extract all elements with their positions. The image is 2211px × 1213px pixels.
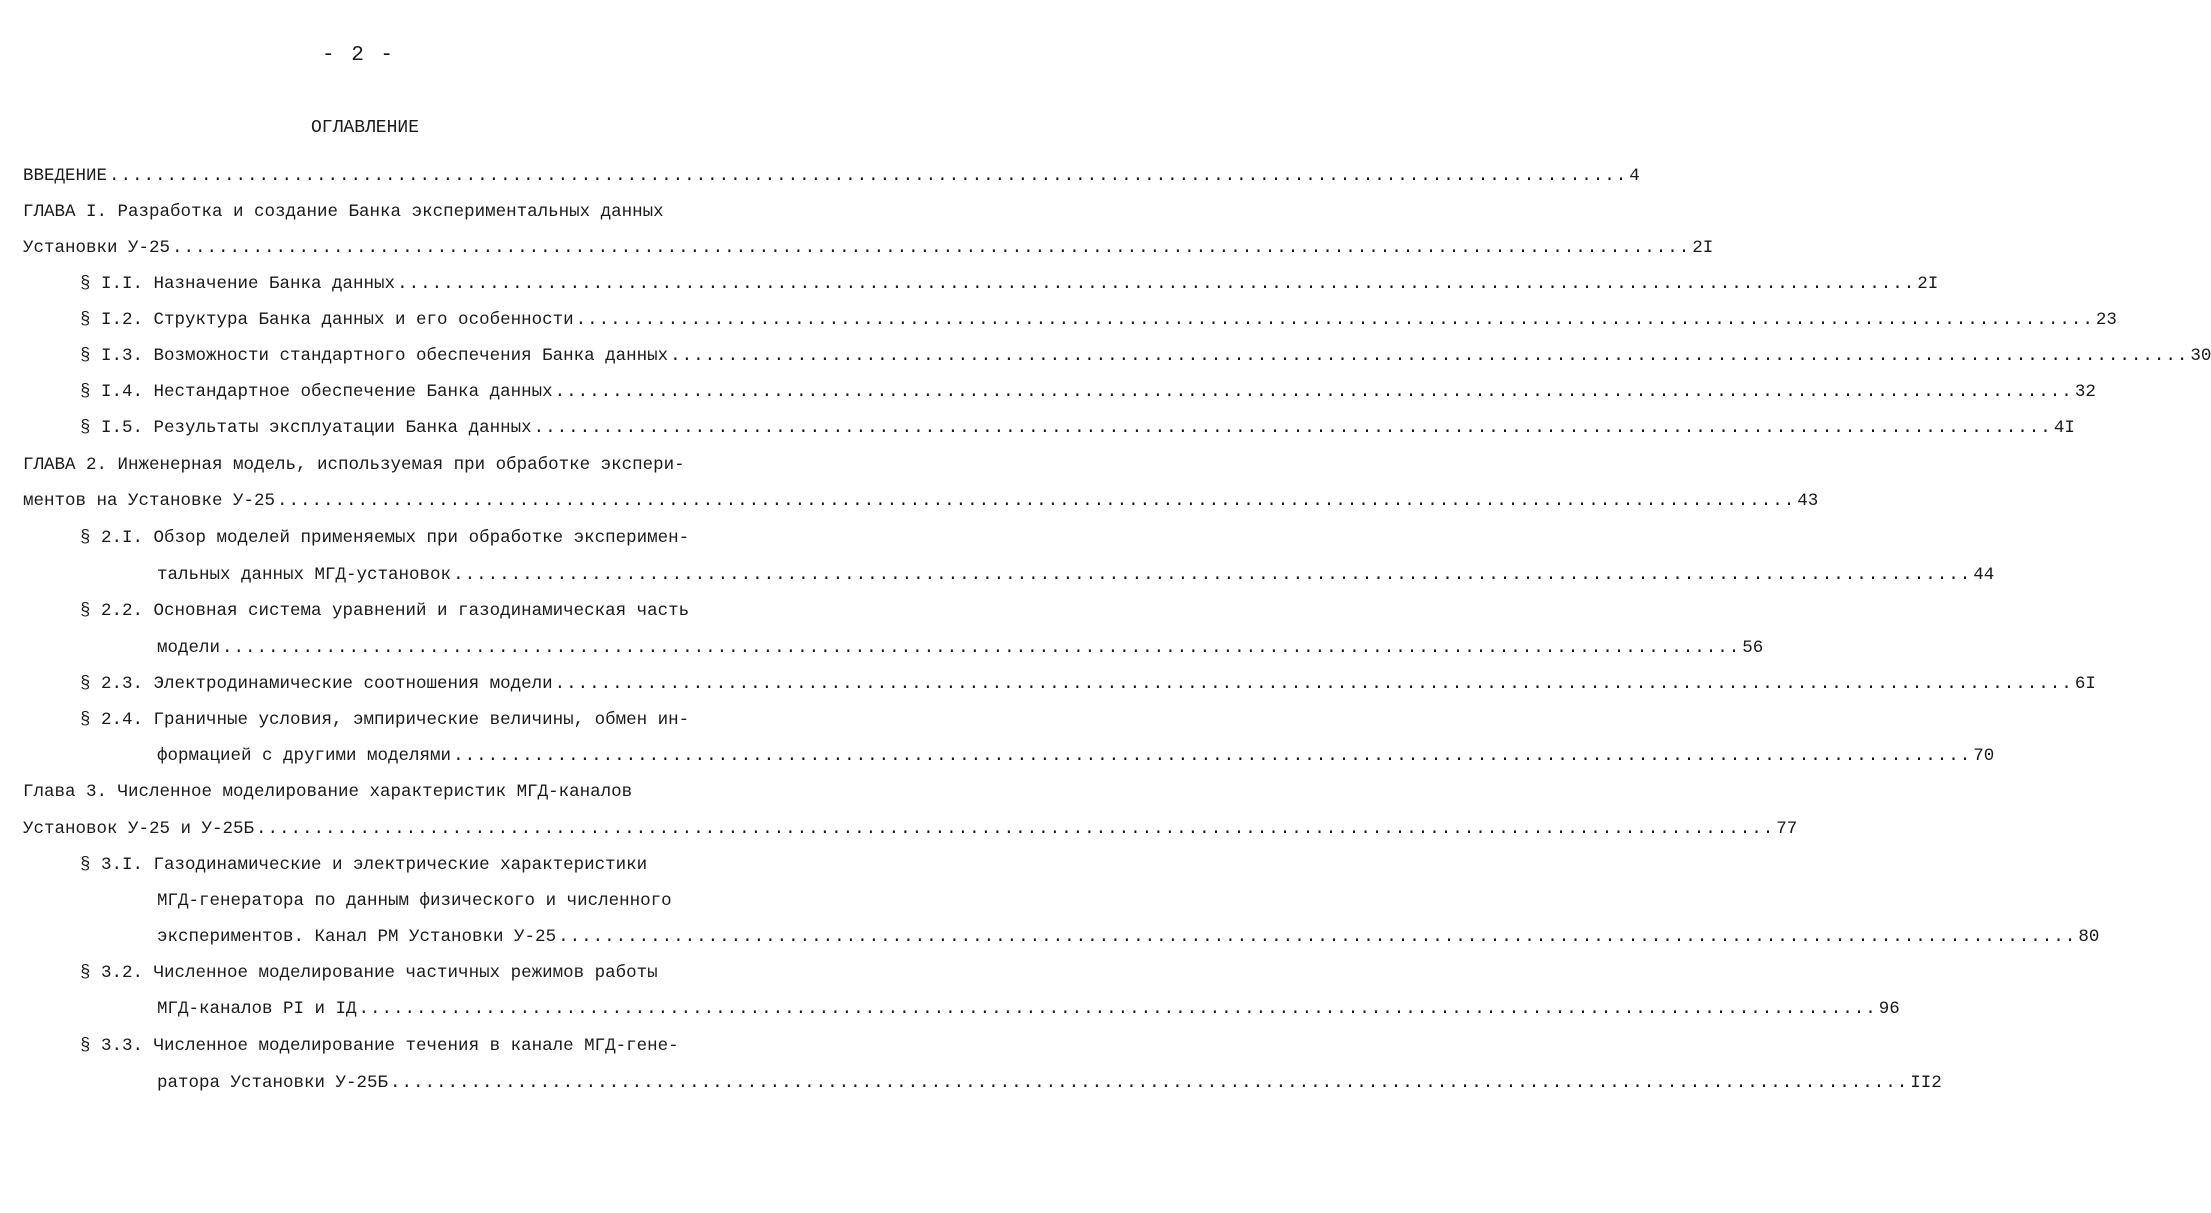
toc-page-number: 43 <box>1797 491 1819 511</box>
toc-section-2-3[interactable]: § 2.3. Электродинамические соотношения модели .................................................................................................................................... 6I <box>80 669 739 699</box>
toc-page-number: 30 <box>2190 346 2211 366</box>
toc-page-number: 4 <box>1629 166 1640 186</box>
toc-page-number: 56 <box>1742 638 1764 658</box>
leader-dots: .................................................................................................................................... <box>172 238 1691 258</box>
toc-page-number: 32 <box>2074 382 2096 402</box>
toc-page-number: 6I <box>2074 674 2096 694</box>
toc-section-3-2-cont[interactable]: МГД-каналов PI и IД .................................................................................................................................... 96 <box>157 994 739 1024</box>
toc-section-1-1[interactable]: § I.I. Назначение Банка данных .................................................................................................................................... 2I <box>80 269 739 299</box>
toc-page-number: 77 <box>1776 819 1798 839</box>
toc-section-2-1-cont[interactable]: тальных данных МГД-установок .................................................................................................................................... 44 <box>157 560 739 590</box>
leader-dots: .................................................................................................................................... <box>277 491 1796 511</box>
toc-section-2-4[interactable]: § 2.4. Граничные условия, эмпирические величины, обмен ин- <box>80 710 690 730</box>
leader-dots: .................................................................................................................................... <box>256 819 1775 839</box>
leader-dots: .................................................................................................................................... <box>109 166 1628 186</box>
leader-dots: .................................................................................................................................... <box>397 274 1916 294</box>
toc-section-1-3[interactable]: § I.3. Возможности стандартного обеспечения Банка данных .................................................................................................................................... 30 <box>80 341 739 371</box>
toc-section-3-1[interactable]: § 3.I. Газодинамические и электрические характеристики <box>80 855 648 875</box>
leader-dots: .................................................................................................................................... <box>390 1073 1909 1093</box>
toc-page-number: 2I <box>1917 274 1939 294</box>
toc-chapter-2-heading-cont[interactable]: ментов на Установке У-25 .................................................................................................................................... 43 <box>23 486 739 516</box>
toc-section-1-5[interactable]: § I.5. Результаты эксплуатации Банка данных .................................................................................................................................... 4I <box>80 413 739 443</box>
toc-page-number: 2I <box>1692 238 1714 258</box>
toc-section-3-1-cont2[interactable]: экспериментов. Канал РМ Установки У-25 .................................................................................................................................... 80 <box>157 922 739 952</box>
toc-chapter-1-heading[interactable]: ГЛАВА I. Разработка и создание Банка экспериментальных данных <box>23 202 664 222</box>
toc-chapter-3-heading[interactable]: Глава 3. Численное моделирование характеристик МГД-каналов <box>23 782 633 802</box>
toc-chapter-1-heading-cont[interactable]: Установки У-25 .................................................................................................................................... 2I <box>23 233 739 263</box>
page-number: - 2 - <box>321 44 395 67</box>
leader-dots: .................................................................................................................................... <box>554 674 2073 694</box>
leader-dots: .................................................................................................................................... <box>554 382 2073 402</box>
toc-chapter-3-heading-cont[interactable]: Установок У-25 и У-25Б .................................................................................................................................... 77 <box>23 814 739 844</box>
toc-section-2-4-cont[interactable]: формацией с другими моделями .................................................................................................................................... 70 <box>157 741 739 771</box>
toc-section-3-1-cont[interactable]: МГД-генератора по данным физического и численного <box>157 891 672 911</box>
toc-page-number: II2 <box>1910 1073 1942 1093</box>
toc-section-3-3-cont[interactable]: ратора Установки У-25Б .................................................................................................................................... II2 <box>157 1068 751 1098</box>
leader-dots: .................................................................................................................................... <box>358 999 1877 1019</box>
toc-section-1-2[interactable]: § I.2. Структура Банка данных и его особенности .................................................................................................................................... 23 <box>80 305 739 335</box>
toc-section-2-2-cont[interactable]: модели .................................................................................................................................... 56 <box>157 633 739 663</box>
leader-dots: .................................................................................................................................... <box>575 310 2094 330</box>
toc-section-2-2[interactable]: § 2.2. Основная система уравнений и газодинамическая часть <box>80 601 690 621</box>
toc-page-number: 23 <box>2095 310 2117 330</box>
page-title: ОГЛАВЛЕНИЕ <box>310 118 420 138</box>
toc-section-3-2[interactable]: § 3.2. Численное моделирование частичных режимов работы <box>80 963 658 983</box>
toc-page-number: 96 <box>1878 999 1900 1019</box>
leader-dots: .................................................................................................................................... <box>453 565 1972 585</box>
toc-chapter-2-heading[interactable]: ГЛАВА 2. Инженерная модель, используемая при обработке экспери- <box>23 455 685 475</box>
toc-page-number: 4I <box>2053 418 2075 438</box>
toc-section-2-1[interactable]: § 2.I. Обзор моделей применяемых при обработке эксперимен- <box>80 528 690 548</box>
leader-dots: .................................................................................................................................... <box>558 927 2077 947</box>
leader-dots: .................................................................................................................................... <box>453 746 1972 766</box>
toc-entry-introduction[interactable]: ВВЕДЕНИЕ .................................................................................................................................... 4 <box>23 161 739 191</box>
toc-page-number: 70 <box>1973 746 1995 766</box>
toc-page-number: 44 <box>1973 565 1995 585</box>
leader-dots: .................................................................................................................................... <box>222 638 1741 658</box>
leader-dots: .................................................................................................................................... <box>670 346 2189 366</box>
leader-dots: .................................................................................................................................... <box>533 418 2052 438</box>
toc-section-1-4[interactable]: § I.4. Нестандартное обеспечение Банка данных .................................................................................................................................... 32 <box>80 377 739 407</box>
toc-page-number: 80 <box>2078 927 2100 947</box>
toc-section-3-3[interactable]: § 3.3. Численное моделирование течения в канале МГД-гене- <box>80 1036 679 1056</box>
